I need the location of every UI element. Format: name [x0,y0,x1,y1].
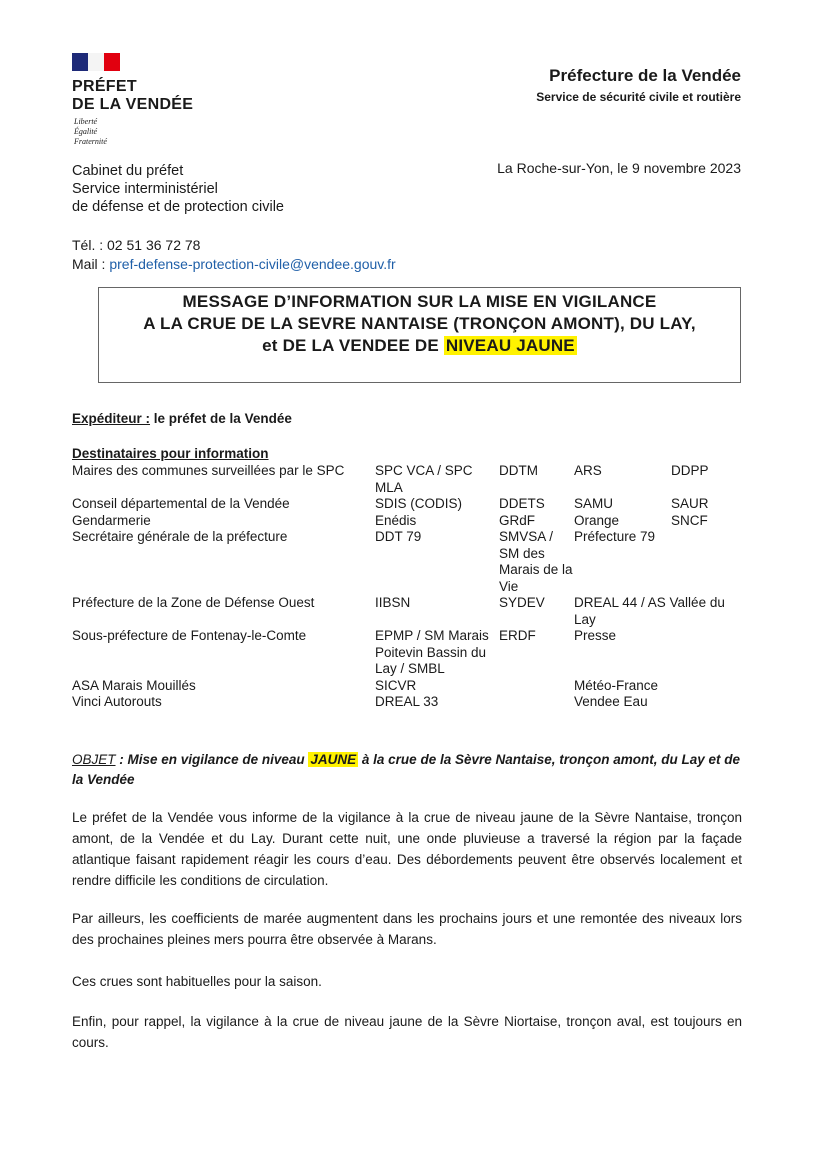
recipient-cell: Enédis [375,512,417,528]
recipient-cell: DDT 79 [375,529,422,544]
recipient-cell: Gendarmerie [72,512,151,528]
cabinet-block [72,162,284,216]
body-paragraph-1: Le préfet de la Vendée vous informe de la vigilance à la crue de niveau jaune de la Sèvre Nantaise, tronçon amont, de la Vendée et du Lay. Durant cette nuit, une onde pluvieuse a traversé la région par la façade atlantique faisant rapidement réagir les cours d’eau. Des débordements peuvent être observés localement et rendre difficile les conditions de circulation. [72,810,742,888]
motto-liberte: Liberté [74,117,98,126]
recipient-cell: ERDF [499,628,536,643]
recipient-cell: Orange [574,512,620,528]
motto-egalite: Égalité [74,127,98,136]
recipient-cell: ASA Marais Mouillés [72,677,196,693]
recipient-cell: SPC VCA / SPC MLA [375,463,473,495]
phone-line [72,236,396,255]
recipient-cell: SAUR [671,496,709,511]
recipient-cell [499,694,574,711]
body-paragraph-4: Enfin, pour rappel, la vigilance à la crue de niveau jaune de la Sèvre Niortaise, tronçon aval, est toujours en cours. [72,1014,742,1050]
recipient-cell: Vendee Eau [574,694,648,709]
object-label: OBJET [72,752,116,767]
recipients-row [72,513,752,530]
recipient-cell: SICVR [375,677,417,693]
object-suffix: à la crue de la Sèvre Nantaise, tronçon amont, du Lay et de la Vendée [72,752,741,787]
flag-blue-stripe [72,53,88,71]
object-level-highlight: JAUNE [310,752,357,767]
mail-line [72,255,396,274]
flag-red-stripe [104,53,120,71]
recipient-cell: DDETS [499,496,545,511]
recipient-cell: DDPP [671,463,709,478]
cabinet-line: Cabinet du préfet [72,163,184,179]
recipient-cell: GRdF [499,512,536,528]
flag-white-stripe [88,53,104,71]
recipient-cell: IIBSN [375,595,411,610]
title-line3 [99,335,740,357]
mail-link[interactable]: pref-defense-protection-civile@vendee.gouv.fr [109,256,396,272]
recipient-cell [671,628,751,678]
recipients-row [72,595,752,628]
recipient-cell: Conseil départemental de la Vendée [72,496,290,511]
title-level-highlight: NIVEAU JAUNE [445,336,575,355]
title-line3-prefix: et DE LA VENDEE DE [262,336,439,355]
recipient-cell: Météo-France [574,677,659,693]
recipient-cell: ARS [574,463,602,478]
object-colon: : [115,752,124,767]
recipient-cell [499,678,574,695]
contact-block [72,236,396,274]
recipient-cell: SDIS (CODIS) [375,496,463,511]
title-line2: A LA CRUE DE LA SEVRE NANTAISE (TRONÇON AMONT), DU LAY, [143,314,696,333]
recipients-row [72,694,752,711]
recipient-cell: Vinci Autorouts [72,694,162,709]
body-paragraph-2: Par ailleurs, les coefficients de marée augmentent dans les prochains jours et une remontée des niveaux lors des prochaines pleines mers pourra être observée à Marans. [72,911,742,947]
recipient-cell: Sous-préfecture de Fontenay-le-Comte [72,628,307,643]
recipient-cell: EPMP / SM Marais Poitevin Bassin du Lay / SMBL [375,628,489,676]
recipient-cell: DDTM [499,463,538,478]
mail-label: Mail : [72,256,106,272]
logo-title-line2: DE LA VENDÉE [72,96,194,113]
cabinet-line: de défense et de protection civile [72,199,284,215]
recipients-heading: Destinataires pour information [72,446,269,461]
recipient-cell [671,694,751,711]
recipient-cell: Préfecture 79 [574,529,656,544]
recipient-cell [671,529,751,595]
cabinet-line: Service interministériel [72,181,218,197]
phone-number: 02 51 36 72 78 [107,237,201,253]
republic-motto [74,117,107,147]
motto-fraternite: Fraternité [74,137,107,146]
object-line [72,750,752,790]
recipients-table [72,463,752,711]
prefet-logo-title [72,78,193,114]
recipient-cell: Presse [574,628,617,643]
recipients-row [72,529,752,595]
prefecture-name: Préfecture de la Vendée [549,66,741,85]
sender-line [72,411,292,426]
phone-label: Tél. : [72,237,104,253]
recipients-row [72,463,752,496]
recipient-cell: DREAL 33 [375,694,439,709]
document-date: La Roche-sur-Yon, le 9 novembre 2023 [497,160,741,176]
recipients-row [72,496,752,513]
recipient-cell [671,678,751,695]
sender-label: Expéditeur : [72,411,151,426]
recipient-cell: SAMU [574,496,614,511]
recipients-row [72,628,752,678]
recipient-cell: SYDEV [499,595,545,610]
recipient-cell: DREAL 44 / AS Vallée du Lay [574,595,725,627]
logo-title-line1: PRÉFET [72,78,137,95]
service-name: Service de sécurité civile et routière [536,90,741,104]
sender-value: le préfet de la Vendée [153,411,292,426]
republic-flag-logo [72,53,120,71]
object-prefix: Mise en vigilance de niveau [127,752,305,767]
recipient-cell: Secrétaire générale de la préfecture [72,529,288,544]
recipient-cell: Maires des communes surveillées par le SPC [72,463,345,478]
recipient-cell: SMVSA / SM des Marais de la Vie [499,529,573,594]
message-title-box [98,287,741,383]
recipients-row [72,678,752,695]
recipient-cell: Préfecture de la Zone de Défense Ouest [72,595,315,610]
recipient-cell: SNCF [671,512,708,528]
body-paragraph-3: Ces crues sont habituelles pour la saison. [72,974,322,989]
title-line1: MESSAGE D’INFORMATION SUR LA MISE EN VIGILANCE [182,292,657,311]
